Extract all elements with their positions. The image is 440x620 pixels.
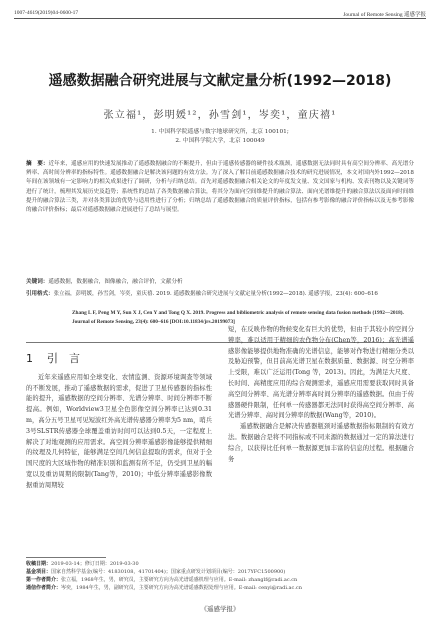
corresponding-author-text: 岑奕，1984年生，男，副研究员，主要研究方向为高光谱遥感数据处理与应用。E-mail: cenyi@radi.ac.cn <box>61 585 302 591</box>
intro-paragraph-2: 遥感数据融合是解决传感器瓶颈对遥感数据指标限制的有效方法。数据融合是将不同指标或不同来源的数据通过一定的算法进行综合，以获得比任何单一数据源更加丰富的信息的过程。根据融合务 <box>228 423 414 463</box>
left-column <box>26 350 212 492</box>
citation-cn-text: 张立福，彭明媛，孙雪剑，岑奕，童庆禧. 2019. 遥感数据融合研究进展与文献定量分析(1992—2018). 遥感学报，23(4): 600–616 <box>53 291 378 297</box>
received-date: 2019-03-14；修订日期：2019-03-30 <box>51 561 139 567</box>
section-title: 引 言 <box>47 352 80 365</box>
header-rule <box>14 18 426 19</box>
first-author-text: 张立福，1968年生，男，研究员，主要研究方向为高光谱遥感机理与应用。E-mail: zhanglf@radi.ac.cn <box>61 577 298 583</box>
corresponding-author-label: 通信作者简介： <box>26 585 62 591</box>
footnotes <box>26 560 414 592</box>
right-column <box>228 325 414 465</box>
fund-text: 国家自然科学基金(编号：41830108，41701404)；国家重点研发计划项目(编号：2017YFC1500900) <box>51 569 286 575</box>
fund-label: 基金项目： <box>26 569 52 575</box>
journal-name: Journal of Remote Sensing 遥感学报 <box>343 12 426 18</box>
paper-title: 遥感数据融合研究进展与文献定量分析(1992—2018) <box>48 73 392 89</box>
abstract-text: 近年来，遥感应用的快速发展推动了遥感数据融合的不断提升，但由于遥感传感器的硬件技术瓶颈，遥感数据无法同时具有高空间分辨率、高光谱分辨率、高时间分辨率的指标特性。遥感数据融合是解决该问题的有效方法。为了深入了解目前遥感数据融合技术的研究进展情况，本文对国内外1992—2018年间在该领域有一定影响力的相关成果进行了调研，分析与归纳总结。首先对遥感数据融合相关论文的年度发文量、发文国家与机构、发表刊物以及关键词等进行了统计，梳理其发展历史及趋势；系统性的总结了各类数据融合算法，将其分为面向空间维提升的融合算法、面向光谱维提升的融合算法以及面向时间维提升的融合算法三类，并对各类算法的优势与适用性进行了分析；归纳总结了遥感数据融合的质量评价指标，包括有参考影像的融合评价指标以及无参考影像的融合评价指标；最后对遥感数据融合进展进行了总结与展望。 <box>26 161 414 214</box>
affiliations <box>0 128 440 146</box>
page-footer: 《遥感学报》 <box>200 605 240 613</box>
received-note <box>26 560 414 568</box>
running-header <box>14 6 426 18</box>
author-list: 张立福¹，彭明媛¹²，孙雪剑¹，岑奕¹，童庆禧¹ <box>103 110 337 121</box>
affiliation-1: 1. 中国科学院遥感与数字地球研究所，北京 100101; <box>151 129 289 135</box>
keywords-label: 关键词： <box>26 279 49 285</box>
citation-en: Zhang L F, Peng M Y, Sun X J, Cen Y and Tong Q X. 2019. Progress and bibliometric analysis of remote sensing data fusion methods (1992—2018). Journal of Remote Sensing, 23(4): 600–616 [DOI:10.11834/jrs.20199073] <box>72 310 404 325</box>
first-author-label: 第一作者简介： <box>26 577 62 583</box>
intro-paragraph-1: 近年来遥感应用如全球变化、农情监测、资源环境调查等领域的不断发展，推动了遥感数据的需求，促进了卫星传感器的指标性能的提升，遥感数据的空间分辨率、光谱分辨率、时间分辨率不断提高。例如，Worldview3卫星全色影像空间分辨率已达到0.31 m，高分五号卫星可见短波红外高光谱传感器分辨率为5 nm，哨兵3号SLSTR传感器全球覆盖重访时间可以达到0.5天，一定程度上解决了对地观测的应用需求。高空间分辨率遥感影像能够提供精细的纹理及几何特征，能够满足空间几何信息提取的需求，但对于全国尺度的大区域作物的精准识别和监测有所不足，仍受到卫星的幅宽以及重访周期的限制(Tang等，2010)；中低分辨率遥感影像数据重访周期较 <box>26 373 212 489</box>
journal-issn: 1007-4619(2019)04-0600-17 <box>14 10 79 16</box>
section-heading <box>26 354 212 365</box>
footnote-rule <box>26 557 106 558</box>
section-number: 1 <box>26 352 33 365</box>
affiliation-2: 2. 中国科学院大学，北京 100049 <box>175 138 265 144</box>
fund-note <box>26 568 414 576</box>
corresponding-author-note <box>26 584 414 592</box>
abstract-label: 摘 要： <box>26 161 49 167</box>
first-author-note <box>26 576 414 584</box>
citation-label: 引用格式： <box>26 291 54 297</box>
received-label: 收稿日期： <box>26 561 52 567</box>
intro-paragraph-1-cont: 短，在反映作物的物候变化有巨大的优势，但由于其较小的空间分辨率，难以适用于精细的农作物分布(Chen等，2016)；高光谱遥感影像能够提供地物准确的光谱信息，能够对作物进行精细分类以及胁迫预警，但目前高光谱卫星在数据质量、数据源、时空分辨率上受限，难以广泛运用(Tong 等，2013)。因此，为满足大尺度、长时间、高精度应用的综合观测需求，遥感应用需要获取同时具备高空间分辨率、高光谱分辨率高时间分辨率的遥感数据。但由于传感器硬件限制，任何单一传感器都无法同时获得高空间分辨率、高光谱分辨率、高时间分辨率的数据(Wang等，2010)。 <box>228 326 414 420</box>
keywords-text: 遥感数据，数据融合，图像融合，融合评价，文献分析 <box>48 279 183 285</box>
keywords <box>26 278 414 287</box>
citation-cn <box>26 290 414 299</box>
abstract <box>26 160 414 215</box>
